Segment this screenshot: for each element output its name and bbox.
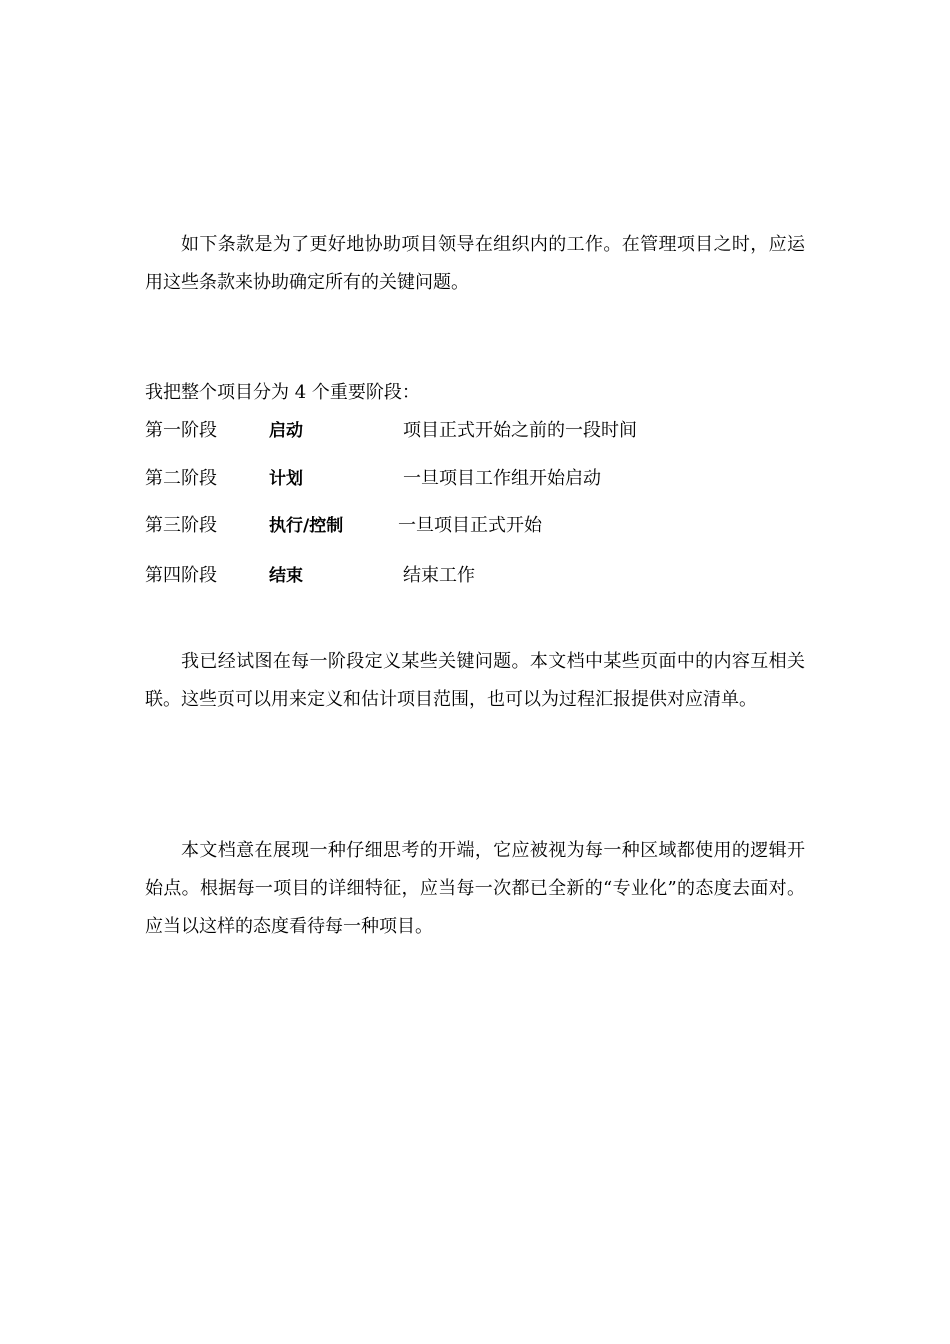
phase-name: 结束 (269, 566, 303, 586)
final-paragraph: 本文档意在展现一种仔细思考的开端，它应被视为每一种区域都使用的逻辑开始点。根据每一项目的详细特征，应当每一次都已全新的“专业化”的态度去面对。应当以这样的态度看待每一种项目。 (145, 840, 805, 937)
middle-paragraph: 我已经试图在每一阶段定义某些关键问题。本文档中某些页面中的内容互相关联。这些页可以用来定义和估计项目范围，也可以为过程汇报提供对应清单。 (145, 651, 805, 710)
phase-name: 计划 (269, 469, 303, 489)
phase-index: 第一阶段 (145, 420, 217, 441)
phase-description: 结束工作 (403, 565, 475, 586)
phases-heading: 我把整个项目分为 4 个重要阶段： (145, 382, 420, 403)
phase-description: 一旦项目正式开始 (398, 515, 542, 536)
phase-name: 启动 (269, 421, 303, 441)
phase-row (145, 561, 805, 591)
phase-description: 一旦项目工作组开始启动 (403, 468, 601, 489)
phase-row (145, 511, 805, 541)
phase-description: 项目正式开始之前的一段时间 (403, 420, 637, 441)
phase-index: 第三阶段 (145, 515, 217, 536)
phase-index: 第四阶段 (145, 565, 217, 586)
intro-paragraph: 如下条款是为了更好地协助项目领导在组织内的工作。在管理项目之时，应运用这些条款来协助确定所有的关键问题。 (145, 234, 805, 293)
phase-row (145, 464, 805, 494)
phase-name: 执行/控制 (269, 516, 344, 536)
phase-index: 第二阶段 (145, 468, 217, 489)
phase-row (145, 416, 805, 446)
